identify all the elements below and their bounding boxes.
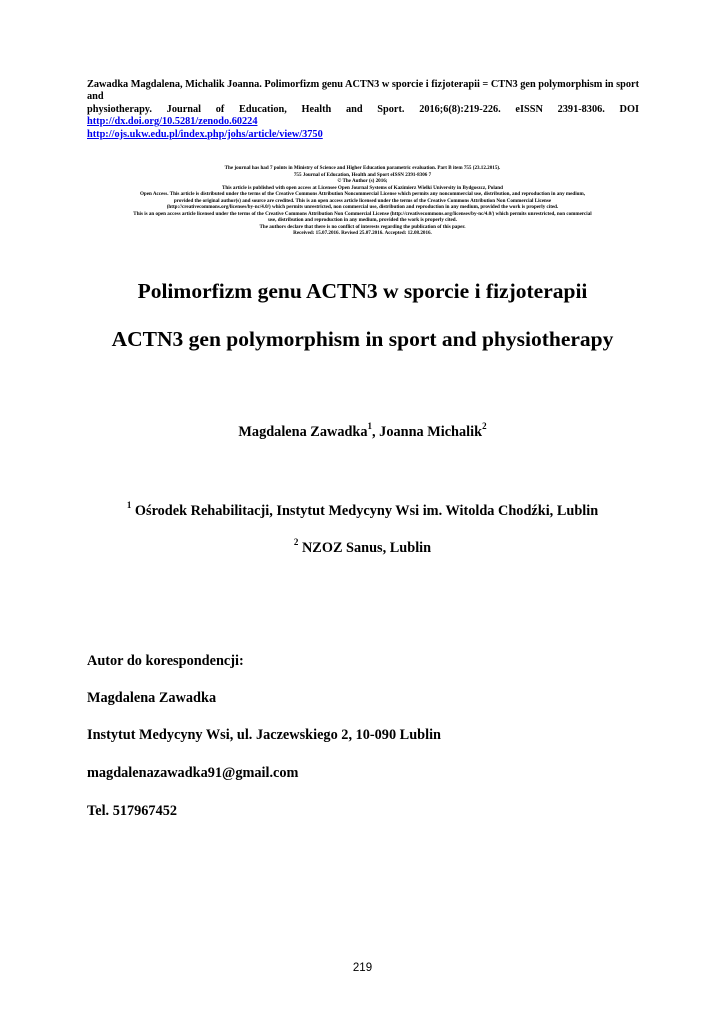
citation-block	[87, 79, 639, 141]
affiliation-text: NZOZ Sanus, Lublin	[298, 540, 432, 556]
correspondence-phone: Tel. 517967452	[87, 803, 178, 819]
citation-line-1: Zawadka Magdalena, Michalik Joanna. Polimorfizm genu ACTN3 w sporcie i fizjoterapii = CTN3 gen polymorphism in sport and	[87, 79, 639, 103]
author-name: Magdalena Zawadka	[238, 424, 368, 440]
notice-line: 755 Journal of Education, Health and Sport eISSN 2391-8306 7	[293, 171, 432, 178]
notice-line: (http://creativecommons.org/licenses/by-nc/4.0/) which permits unrestricted, non commercial use, distribution and reproduction in any medium, provided the work is properly cited.	[166, 204, 559, 211]
notice-line: Open Access. This article is distributed under the terms of the Creative Commons Attribution Noncommercial License which permits any noncommercial use, distribution, and reproduction in any medium,	[139, 191, 586, 198]
correspondence-name: Magdalena Zawadka	[87, 690, 217, 706]
page-number: 219	[352, 962, 373, 974]
notice-line: provided the original author(s) and source are credited. This is an open access article licensed under the terms of the Creative Commons Attribution Non Commercial License	[173, 197, 552, 204]
author-list	[0, 421, 725, 441]
notice-line: This article is published with open access at Licensee Open Journal Systems of Kazimierz Wielki University in Bydgoszcz, Poland	[222, 184, 503, 191]
notice-line: The authors declare that there is no conflict of interests regarding the publication of this paper.	[259, 223, 466, 230]
notice-line: The journal has had 7 points in Ministry of Science and Higher Education parametric evaluation. Part B item 755 (23.12.2015).	[224, 165, 501, 171]
notice-line: Received: 15.07.2016. Revised 25.07.2016. Accepted: 12.08.2016.	[293, 230, 432, 237]
author-name: Joanna Michalik	[379, 424, 483, 440]
correspondence-email: magdalenazawadka91@gmail.com	[87, 765, 299, 781]
citation-line-2: physiotherapy. Journal of Education, Health and Sport. 2016;6(8):219-226. eISSN 2391-8306. DOI	[87, 103, 639, 115]
affiliation-1	[0, 500, 725, 520]
title-english: ACTN3 gen polymorphism in sport and physiotherapy	[111, 327, 614, 351]
notice-line: use, distribution and reproduction in any medium, provided the work is properly cited.	[268, 217, 457, 224]
journal-article-link[interactable]: http://ojs.ukw.edu.pl/index.php/johs/article/view/3750	[87, 128, 323, 140]
affiliation-text: Ośrodek Rehabilitacji, Instytut Medycyny Wsi im. Witolda Chodźki, Lublin	[131, 503, 599, 519]
title-polish: Polimorfizm genu ACTN3 w sporcie i fizjoterapii	[137, 279, 588, 303]
doi-link[interactable]: http://dx.doi.org/10.5281/zenodo.60224	[87, 116, 258, 128]
notice-line: © The Author (s) 2016;	[337, 178, 388, 185]
correspondence-address: Instytut Medycyny Wsi, ul. Jaczewskiego 2, 10-090 Lublin	[87, 727, 442, 743]
affiliation-marker: 2	[293, 537, 299, 547]
affiliation-marker: 2	[482, 421, 487, 431]
notice-line: This is an open access article licensed under the terms of the Creative Commons Attribution Non Commercial License (http://creativecommons.org/licenses/by-nc/4.0/) which permits unrestricted, non commercial	[133, 210, 592, 217]
affiliation-marker: 1	[367, 421, 373, 431]
author-separator: ,	[372, 424, 380, 440]
affiliation-marker: 1	[126, 500, 132, 510]
affiliation-2	[0, 537, 725, 557]
correspondence-heading: Autor do korespondencji:	[87, 653, 244, 669]
license-notice	[84, 165, 641, 237]
